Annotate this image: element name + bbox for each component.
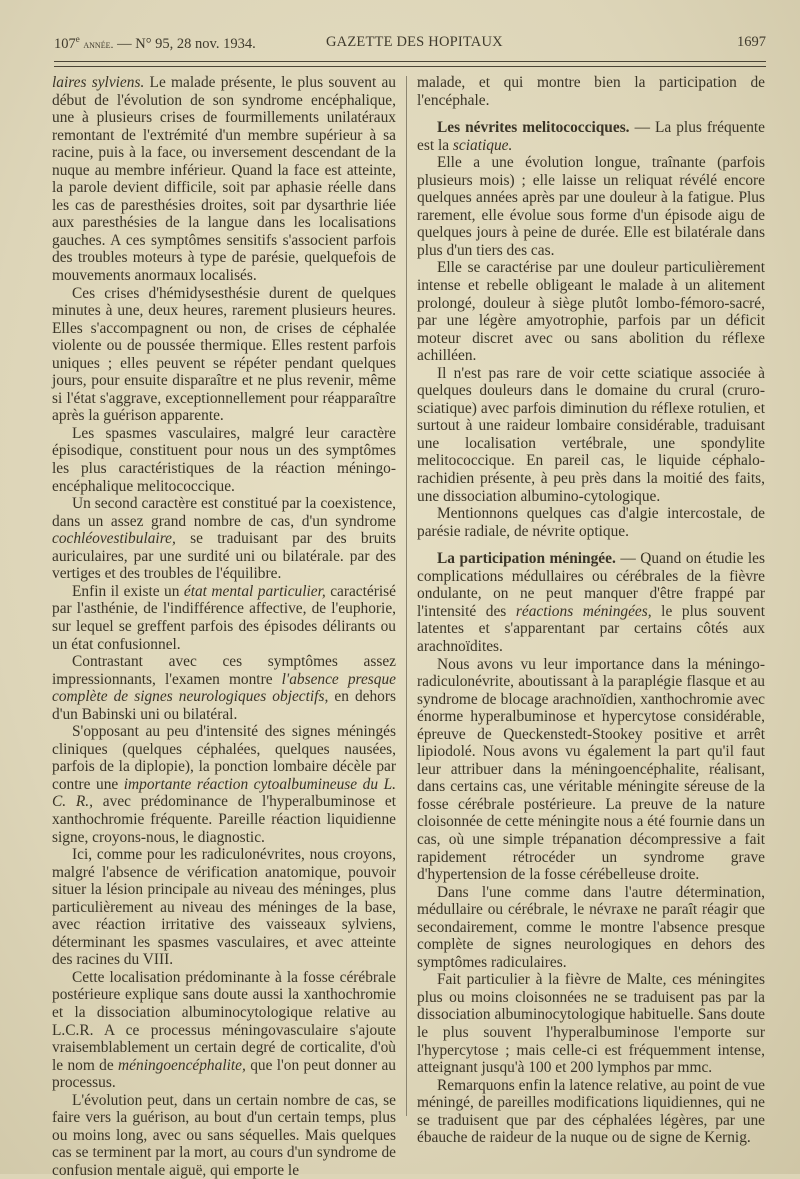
section-heading-paragraph: Les névrites melitococciques. — La plus fréquente est la sciatique.: [417, 119, 765, 154]
issue-info: 107e année. — N° 95, 28 nov. 1934.: [54, 34, 256, 52]
paragraph: Un second caractère est constitué par la coexistence, dans un assez grand nombre de cas, d'un syndrome cochléovestibulaire, se traduisant par des bruits auriculaires, par une surdité uni ou bilatérale. par des vertiges et des troubles de l'équilibre.: [52, 495, 396, 583]
paragraph: laires sylviens. Le malade présente, le plus souvent au début de l'évolution de son syndrome encéphalique, une à plusieurs crises de fourmillements unilatéraux remontant de l'extrémité d'un membre supérieur à sa racine, puis à la face, ou inversement descendant de la nuque au membre inférieur. Quand la face est atteinte, la parole devient difficile, soit par aphasie réelle dans les cas de paresthésies droites, soit par dysarthrie liée aux paresthésies de la langue dans les localisations gauches. A ces symptômes sensitifs s'associent parfois des troubles moteurs à type de parésie, quelquefois de mouvements anormaux localisés.: [52, 74, 396, 285]
column-divider: [406, 76, 407, 1116]
journal-title: GAZETTE DES HOPITAUX: [326, 34, 503, 50]
paragraph: Ces crises d'hémidysesthésie durent de quelques minutes à une, deux heures, rarement plusieurs heures. Elles s'accompagnent ou non, de crises de céphalée violente ou de poussée thermique. Elles restent parfois uniques ; elles peuvent se répéter pendant quelques jours, pour ensuite disparaître et ne plus revenir, même si l'état s'aggrave, exceptionnellement pour réapparaître après la guérison apparente.: [52, 284, 396, 425]
paragraph: Enfin il existe un état mental particulier, caractérisé par l'asthénie, de l'indifférence affective, de l'euphorie, sur lequel se greffent parfois des épisodes délirants ou un état confusionnel.: [52, 582, 396, 653]
paragraph: Contrastant avec ces symptômes assez impressionnants, l'examen montre l'absence presque complète de signes neurologiques objectifs, en dehors d'un Babinski uni ou bilatéral.: [52, 653, 396, 723]
paragraph: Les spasmes vasculaires, malgré leur caractère épisodique, constituent pour nous un des symptômes les plus caractéristiques de la réaction méningo-encéphalique melitococcique.: [52, 424, 396, 495]
right-column: [417, 74, 765, 1147]
paragraph: Elle a une évolution longue, traînante (parfois plusieurs mois) ; elle laisse un reliquat révélé encore quelques années après par une douleur à la fatigue. Plus rarement, elle évolue sous forme d'un épisode aigu de quelques jours à peine de durée. Elle est bilatérale dans plus d'un tiers des cas.: [417, 154, 765, 259]
header-rule: [54, 61, 766, 62]
page-number: 1697: [737, 34, 766, 50]
paragraph: Nous avons vu leur importance dans la méningo-radiculonévrite, aboutissant à la paraplégie flasque et au syndrome de blocage arachnoïdien, xanthochromie avec énorme hyperalbuminose et hypercytose considérable, épreuve de Queckenstedt-Stookey positive et arrêt lipiodolé. Nous avons vu également la part qu'il faut leur attribuer dans la méningoencéphalite, réalisant, dans certains cas, une véritable méningite séreuse de la fosse cérébrale postérieure. La preuve de la nature cloisonnée de cette méningite nous a été fournie dans un cas, où une simple trépanation décompressive a fait rapidement rétrocéder un syndrome grave d'hypertension de la fosse cérébelleuse droite.: [417, 655, 765, 884]
paragraph: malade, et qui montre bien la participation de l'encéphale.: [417, 74, 765, 109]
paragraph: Remarquons enfin la latence relative, au point de vue méningé, de pareilles modifications liquidiennes, qui ne se traduisent que par des céphalées légères, par une ébauche de raideur de la nuque ou de signe de Kernig.: [417, 1076, 765, 1147]
paragraph: S'opposant au peu d'intensité des signes méningés cliniques (quelques céphalées, quelques nausées, parfois de la diplopie), la ponction lombaire décèle par contre une importante réaction cytoalbumineuse du L. C. R., avec prédominance de l'hyperalbuminose et xanthochromie fréquente. Pareille réaction liquidienne signe, croyons-nous, le diagnostic.: [52, 723, 396, 846]
paragraph: L'évolution peut, dans un certain nombre de cas, se faire vers la guérison, au bout d'un certain temps, plus ou moins long, avec ou sans séquelles. Mais quelques cas se terminent par la mort, au cours d'un syndrome de confusion mentale aiguë, qui emporte le: [52, 1091, 396, 1179]
paragraph: Fait particulier à la fièvre de Malte, ces méningites plus ou moins cloisonnées ne se traduisent pas par la dissociation albuminocytologique habituelle. Sans doute le plus souvent l'hyperalbuminose l'emporte sur l'hypercytose ; mais celle-ci est fréquemment intense, atteignant jusqu'à 100 et 200 lymphos par mmc.: [417, 971, 765, 1077]
section-heading: Les névrites melitococciques.: [437, 119, 630, 137]
left-column: [52, 74, 396, 1179]
paragraph: Dans l'une comme dans l'autre détermination, médullaire ou cérébrale, le névraxe ne paraît réagir que secondairement, comme le montre l'absence presque complète de signes neurologiques en dehors des symptômes radiculaires.: [417, 883, 765, 971]
section-heading-paragraph: La participation méningée. — Quand on étudie les complications médullaires ou cérébrales de la fièvre ondulante, on ne peut manquer d'être frappé par l'intensité des réactions méningées, le plus souvent latentes et s'apparentant par certains côtés aux arachnoïdites.: [417, 550, 766, 655]
header-rule-secondary: [54, 66, 766, 67]
section-heading: La participation méningée.: [437, 550, 616, 568]
paragraph: Elle se caractérise par une douleur particulièrement intense et rebelle obligeant le malade à un alitement prolongé, douleur à siège plutôt lombo-fémoro-sacré, par une légère amyotrophie, parfois par un déficit moteur discret avec ou sans abolition du réflexe achilléen.: [417, 259, 765, 365]
running-header: [54, 34, 766, 56]
paragraph: Mentionnons quelques cas d'algie intercostale, de parésie radiale, de névrite optique.: [417, 505, 765, 540]
paragraph: Ici, comme pour les radiculonévrites, nous croyons, malgré l'absence de vérification anatomique, pouvoir situer la lésion principale au niveau des méninges, plus particulièrement au niveau des méninges de la base, avec réaction irritative des vaisseaux sylviens, déterminant les spasmes vasculaires, et avec atteinte des racines du VIII.: [52, 846, 396, 969]
paragraph: Il n'est pas rare de voir cette sciatique associée à quelques douleurs dans le domaine du crural (cruro-sciatique) avec parfois diminution du réflexe rotulien, et surtout à une raideur lombaire considérable, traduisant une localisation vertébrale, une spondylite melitococcique. En pareil cas, le liquide céphalo-rachidien présente, à peu près dans la moitié des faits, une dissociation albumino-cytologique.: [417, 364, 765, 505]
paragraph: Cette localisation prédominante à la fosse cérébrale postérieure explique sans doute aussi la xanthochromie et la dissociation albuminocytologique relative au L.C.R. A ce processus méningovasculaire s'ajoute vraisemblablement un certain degré de corticalite, d'où le nom de méningoencéphalite, que l'on peut donner au processus.: [52, 968, 396, 1092]
